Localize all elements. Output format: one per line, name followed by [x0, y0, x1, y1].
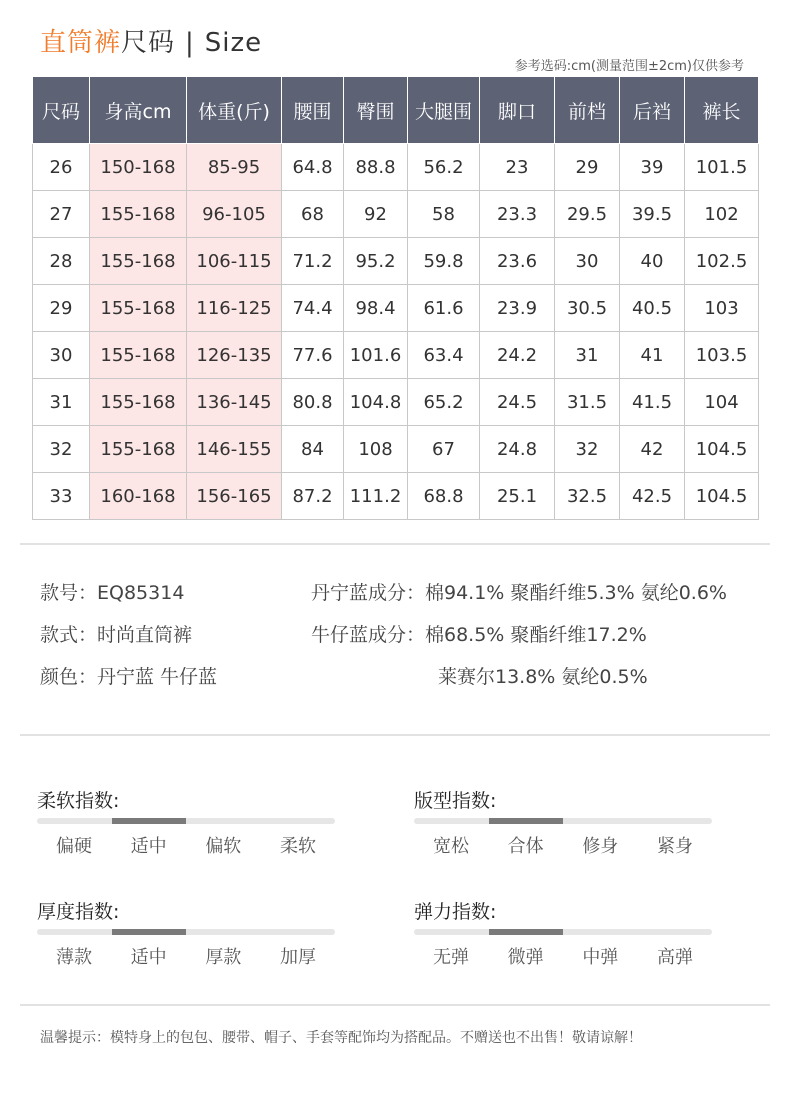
table-cell: 74.4 [282, 285, 344, 332]
fit-index-level [489, 818, 564, 824]
thickness-index-title: 厚度指数: [37, 901, 120, 923]
table-cell: 65.2 [408, 379, 480, 426]
table-row [33, 285, 759, 332]
table-cell: 68 [282, 191, 344, 238]
table-cell: 150-168 [90, 144, 187, 191]
table-cell: 95.2 [344, 238, 408, 285]
softness-index-options [37, 832, 335, 858]
title-separator: | [185, 28, 195, 58]
divider-1 [20, 543, 770, 545]
table-cell: 23 [480, 144, 555, 191]
table-row [33, 144, 759, 191]
table-cell: 108 [344, 426, 408, 473]
table-cell: 104 [685, 379, 759, 426]
title-size-cn: 尺码 [121, 28, 176, 58]
table-cell: 39 [620, 144, 685, 191]
table-cell: 104.5 [685, 473, 759, 520]
table-cell: 31 [33, 379, 90, 426]
softness-index-level [112, 818, 187, 824]
table-cell: 101.6 [344, 332, 408, 379]
table-cell: 101.5 [685, 144, 759, 191]
table-cell: 40 [620, 238, 685, 285]
table-cell: 102 [685, 191, 759, 238]
table-cell: 155-168 [90, 332, 187, 379]
header-weight: 体重(斤) [187, 77, 282, 144]
table-cell: 136-145 [187, 379, 282, 426]
table-cell: 32 [33, 426, 90, 473]
model-number: 款号：EQ85314 [40, 582, 185, 604]
fit-option: 合体 [507, 836, 544, 857]
thickness-index-options [37, 943, 335, 969]
thickness-index-bar [37, 929, 335, 935]
table-cell: 27 [33, 191, 90, 238]
table-cell: 106-115 [187, 238, 282, 285]
table-cell: 61.6 [408, 285, 480, 332]
title-size-en: Size [204, 28, 263, 58]
table-cell: 88.8 [344, 144, 408, 191]
softness-option: 适中 [130, 836, 167, 857]
table-cell: 146-155 [187, 426, 282, 473]
table-cell: 40.5 [620, 285, 685, 332]
header-leg-opening: 脚口 [480, 77, 555, 144]
table-cell: 111.2 [344, 473, 408, 520]
table-row [33, 473, 759, 520]
table-cell: 29 [33, 285, 90, 332]
table-cell: 25.1 [480, 473, 555, 520]
thickness-option: 加厚 [279, 947, 316, 968]
elasticity-index-options [414, 943, 712, 969]
table-cell: 23.6 [480, 238, 555, 285]
elasticity-option: 无弹 [433, 947, 469, 968]
softness-index-bar [37, 818, 335, 824]
fit-index-title: 版型指数: [414, 790, 497, 812]
table-cell: 96-105 [187, 191, 282, 238]
jean-blue-composition: 牛仔蓝成分：棉68.5% 聚酯纤维17.2% [311, 624, 647, 646]
softness-option: 偏硬 [56, 836, 92, 857]
table-cell: 29.5 [555, 191, 620, 238]
table-cell: 80.8 [282, 379, 344, 426]
header-thigh: 大腿围 [408, 77, 480, 144]
table-cell: 23.3 [480, 191, 555, 238]
softness-option: 偏软 [205, 836, 242, 857]
color-options: 颜色：丹宁蓝 牛仔蓝 [40, 666, 218, 688]
table-cell: 156-165 [187, 473, 282, 520]
table-cell: 155-168 [90, 191, 187, 238]
table-cell: 23.9 [480, 285, 555, 332]
table-cell: 24.5 [480, 379, 555, 426]
table-cell: 42 [620, 426, 685, 473]
jean-blue-composition-cont: 莱赛尔13.8% 氨纶0.5% [438, 666, 648, 688]
elasticity-index-title: 弹力指数: [414, 901, 497, 923]
size-table [32, 77, 759, 520]
table-header-row [33, 77, 759, 144]
header-front-rise: 前档 [555, 77, 620, 144]
elasticity-option: 微弹 [507, 947, 544, 968]
table-cell: 98.4 [344, 285, 408, 332]
table-cell: 85-95 [187, 144, 282, 191]
table-cell: 58 [408, 191, 480, 238]
table-cell: 30 [555, 238, 620, 285]
table-cell: 42.5 [620, 473, 685, 520]
table-row [33, 426, 759, 473]
thickness-option: 厚款 [205, 947, 242, 968]
softness-index-title: 柔软指数: [37, 790, 120, 812]
table-cell: 32 [555, 426, 620, 473]
softness-option: 柔软 [279, 836, 316, 857]
table-cell: 155-168 [90, 238, 187, 285]
notice-text: 温馨提示：模特身上的包包、腰带、帽子、手套等配饰均为搭配品。不赠送也不出售！敬请谅解！ [40, 1030, 642, 1046]
table-cell: 102.5 [685, 238, 759, 285]
header-waist: 腰围 [282, 77, 344, 144]
table-cell: 30.5 [555, 285, 620, 332]
table-cell: 67 [408, 426, 480, 473]
table-cell: 84 [282, 426, 344, 473]
table-row [33, 238, 759, 285]
table-cell: 116-125 [187, 285, 282, 332]
table-cell: 126-135 [187, 332, 282, 379]
table-cell: 155-168 [90, 379, 187, 426]
denim-blue-composition: 丹宁蓝成分：棉94.1% 聚酯纤维5.3% 氨纶0.6% [311, 582, 727, 604]
header-height: 身高cm [90, 77, 187, 144]
table-cell: 31.5 [555, 379, 620, 426]
table-cell: 104.8 [344, 379, 408, 426]
table-cell: 68.8 [408, 473, 480, 520]
header-back-rise: 后裆 [620, 77, 685, 144]
table-cell: 39.5 [620, 191, 685, 238]
table-cell: 26 [33, 144, 90, 191]
page-title [40, 22, 262, 59]
elasticity-index-level [489, 929, 564, 935]
table-cell: 31 [555, 332, 620, 379]
table-cell: 32.5 [555, 473, 620, 520]
fit-index-bar [414, 818, 712, 824]
table-cell: 103.5 [685, 332, 759, 379]
table-cell: 29 [555, 144, 620, 191]
table-cell: 160-168 [90, 473, 187, 520]
table-row [33, 332, 759, 379]
thickness-option: 薄款 [56, 947, 92, 968]
table-cell: 59.8 [408, 238, 480, 285]
table-cell: 155-168 [90, 426, 187, 473]
fit-option: 宽松 [433, 836, 469, 857]
table-row [33, 379, 759, 426]
table-cell: 33 [33, 473, 90, 520]
fit-option: 紧身 [656, 836, 693, 857]
header-hip: 臀围 [344, 77, 408, 144]
elasticity-option: 中弹 [582, 947, 619, 968]
style-name: 款式：时尚直筒裤 [40, 624, 193, 646]
thickness-option: 适中 [130, 947, 167, 968]
table-cell: 30 [33, 332, 90, 379]
header-length: 裤长 [685, 77, 759, 144]
table-cell: 92 [344, 191, 408, 238]
divider-2 [20, 734, 770, 736]
measurement-note: 参考选码:cm(测量范围±2cm)仅供参考 [514, 59, 744, 74]
divider-3 [20, 1004, 770, 1006]
table-cell: 24.2 [480, 332, 555, 379]
table-cell: 155-168 [90, 285, 187, 332]
table-row [33, 191, 759, 238]
table-cell: 103 [685, 285, 759, 332]
title-product: 直筒裤 [40, 28, 122, 58]
table-cell: 41.5 [620, 379, 685, 426]
header-size: 尺码 [33, 77, 90, 144]
table-cell: 71.2 [282, 238, 344, 285]
elasticity-option: 高弹 [656, 947, 693, 968]
table-cell: 41 [620, 332, 685, 379]
table-cell: 24.8 [480, 426, 555, 473]
fit-index-options [414, 832, 712, 858]
table-cell: 77.6 [282, 332, 344, 379]
table-cell: 104.5 [685, 426, 759, 473]
elasticity-index-bar [414, 929, 712, 935]
table-cell: 56.2 [408, 144, 480, 191]
table-cell: 28 [33, 238, 90, 285]
table-cell: 64.8 [282, 144, 344, 191]
table-cell: 87.2 [282, 473, 344, 520]
table-cell: 63.4 [408, 332, 480, 379]
fit-option: 修身 [582, 836, 619, 857]
thickness-index-level [112, 929, 187, 935]
